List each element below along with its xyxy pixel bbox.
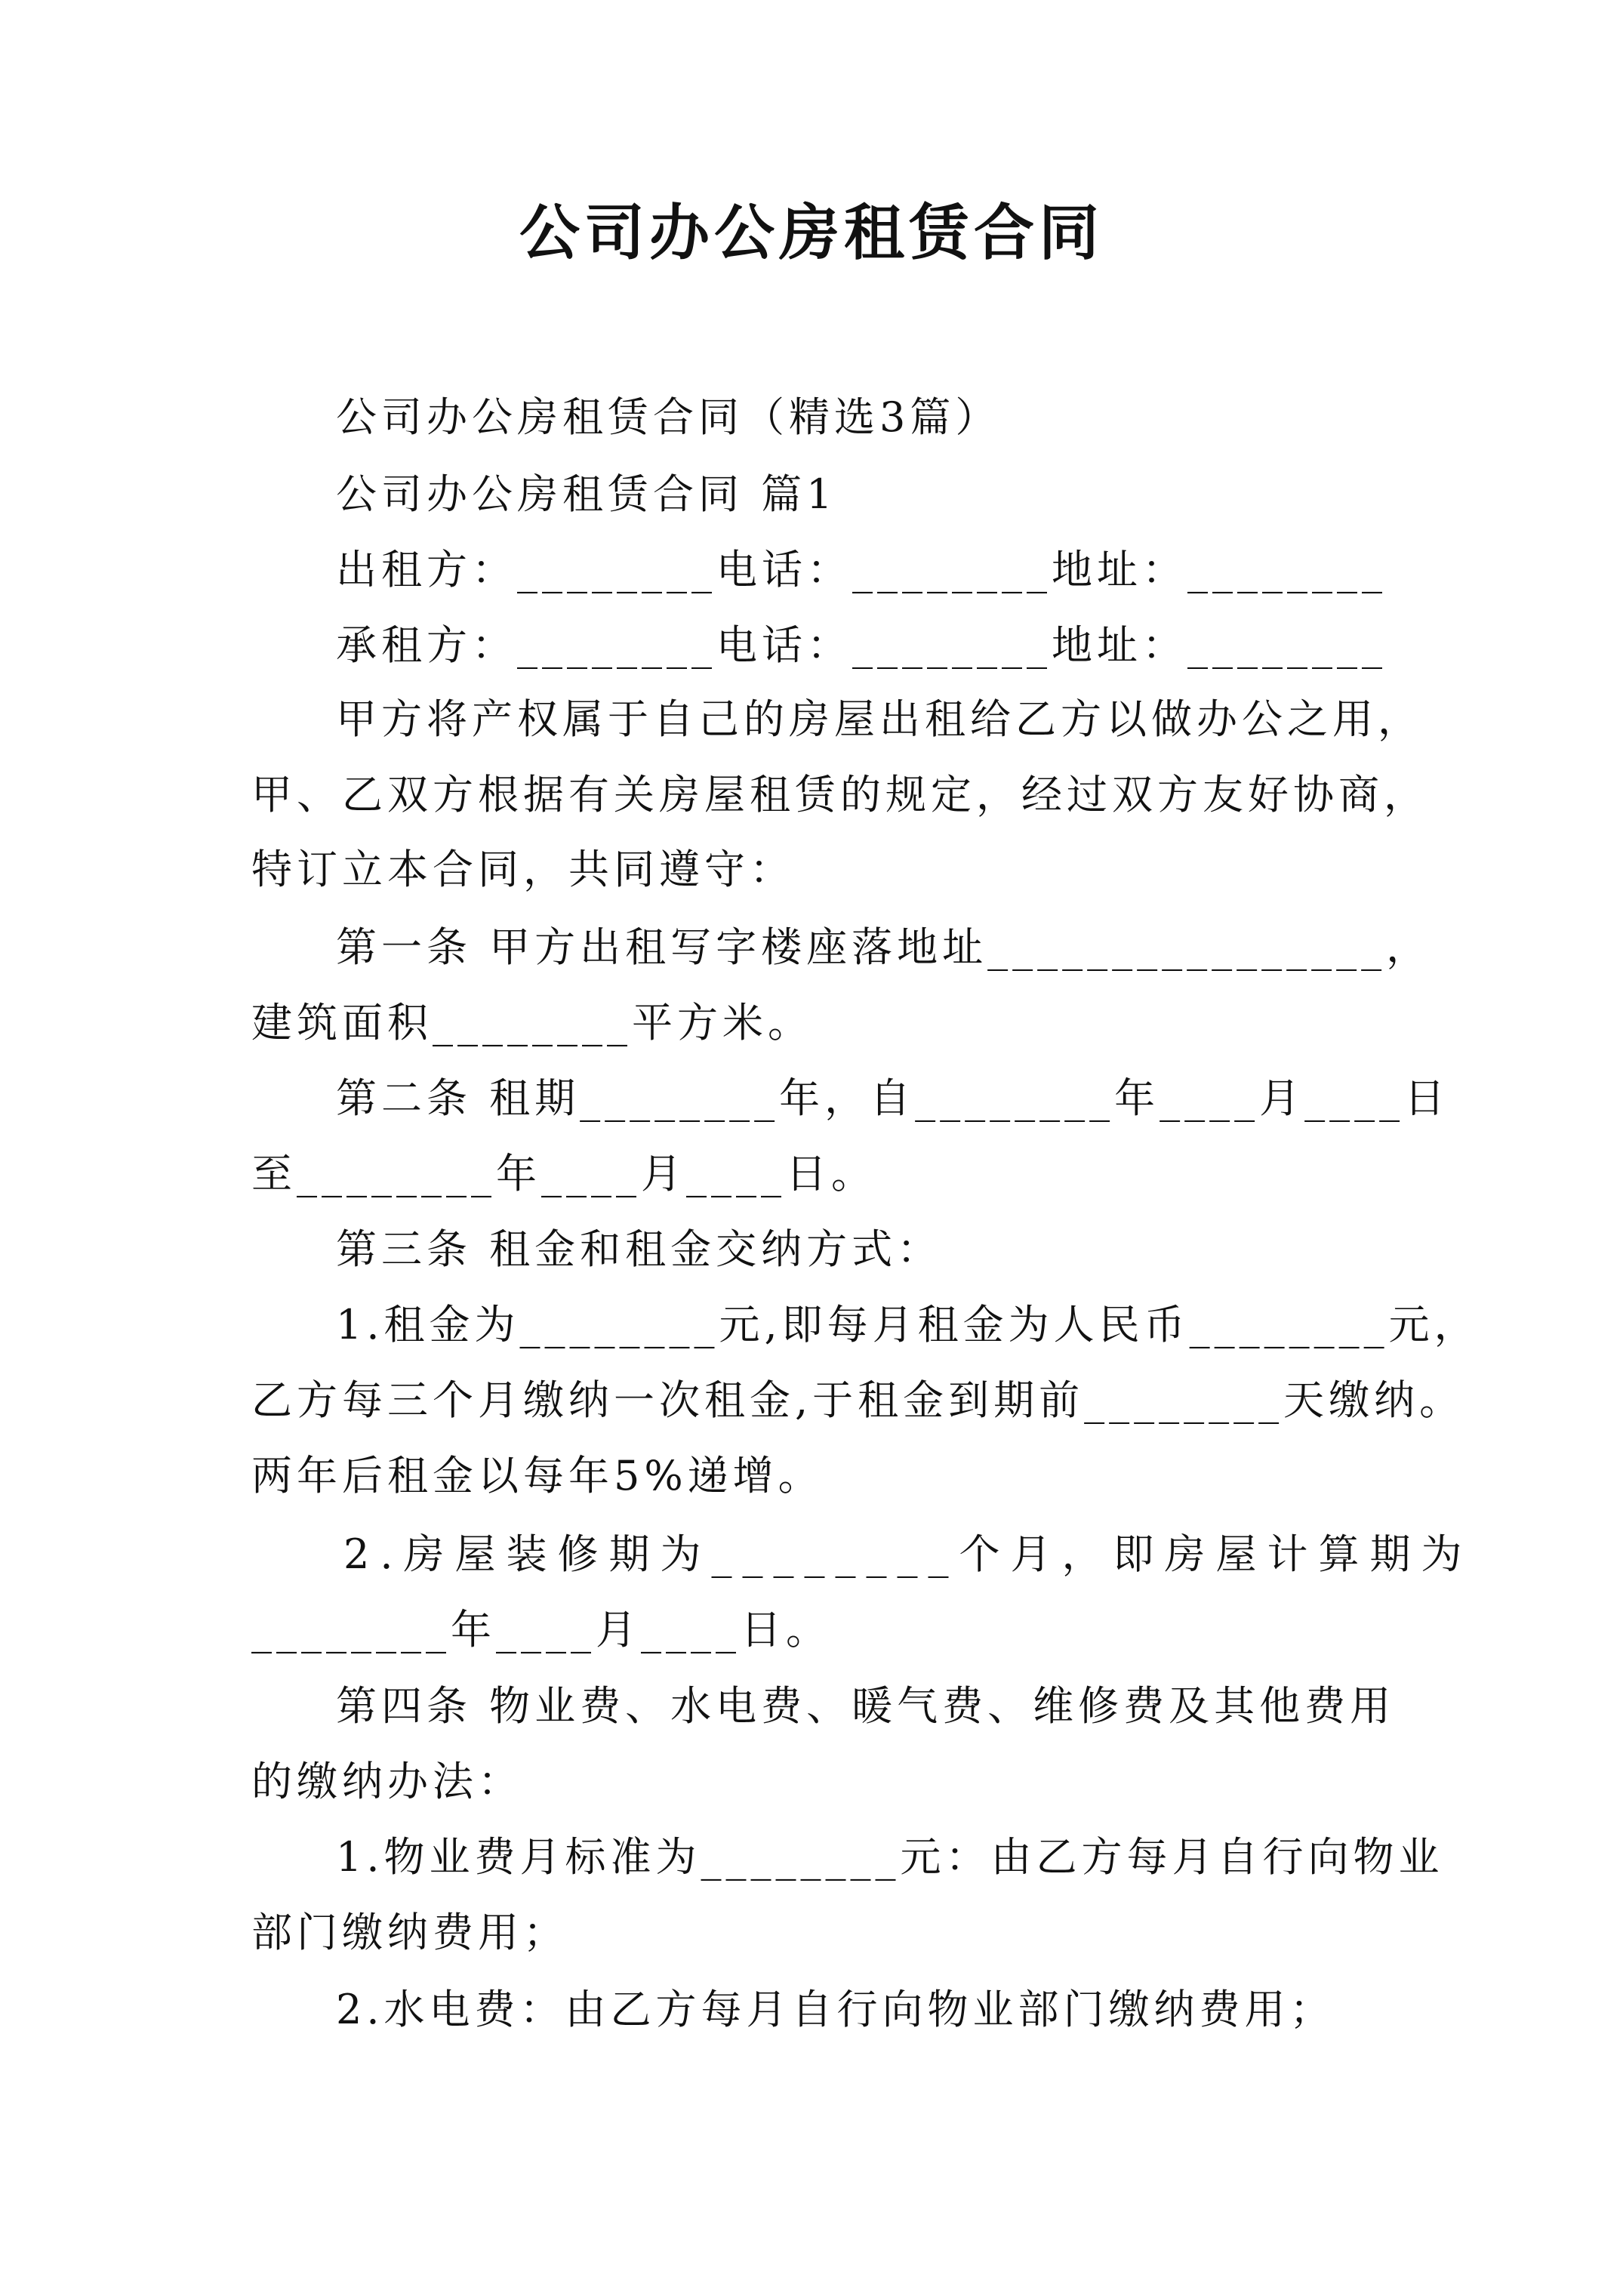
lessee-line: 承租方：________电话：________地址：________ <box>336 621 1387 669</box>
article-4-item-1: 1.物业费月标准为________元：由乙方每月自行向物业 <box>336 1833 1444 1881</box>
article-3-line: 两年后租金以每年5%递增。 <box>251 1452 824 1499</box>
article-2-line: 至________年____月____日。 <box>251 1150 876 1197</box>
paragraph-line: 甲、乙双方根据有关房屋租赁的规定，经过双方友好协商， <box>251 771 1429 818</box>
article-4-item-2: 2.水电费：由乙方每月自行向物业部门缴纳费用； <box>336 1986 1335 2033</box>
section-heading-1: 公司办公房租赁合同 篇1 <box>336 470 837 518</box>
article-2-line: 第二条 租期________年，自________年____月____日 <box>336 1074 1450 1122</box>
article-3-line: 1.租金为________元,即每月租金为人民币________元， <box>336 1301 1480 1348</box>
article-4-item-1: 部门缴纳费用； <box>251 1909 568 1956</box>
article-3-line: 乙方每三个月缴纳一次租金,于租金到期前________天缴纳。 <box>251 1376 1465 1424</box>
document-title: 公司办公房租赁合同 <box>519 197 1104 268</box>
subtitle-line: 公司办公房租赁合同（精选3篇） <box>336 393 1001 441</box>
article-4-heading: 第四条 物业费、水电费、暖气费、维修费及其他费用 <box>336 1682 1396 1730</box>
lessor-line: 出租方：________电话：________地址：________ <box>336 546 1387 593</box>
article-3-item-2-line: 2.房屋装修期为________个月，即房屋计算期为 <box>343 1530 1473 1578</box>
paragraph-line: 甲方将产权属于自己的房屋出租给乙方以做办公之用， <box>336 695 1423 743</box>
article-3-item-2-line: ________年____月____日。 <box>251 1606 831 1653</box>
paragraph-line: 特订立本合同，共同遵守： <box>251 846 795 893</box>
article-3-heading: 第三条 租金和租金交纳方式： <box>336 1225 943 1273</box>
article-4-heading: 的缴纳办法： <box>251 1758 523 1805</box>
article-1-line: 建筑面积________平方米。 <box>251 999 813 1046</box>
article-1-line: 第一条 甲方出租写字楼座落地址________________， <box>336 923 1432 971</box>
